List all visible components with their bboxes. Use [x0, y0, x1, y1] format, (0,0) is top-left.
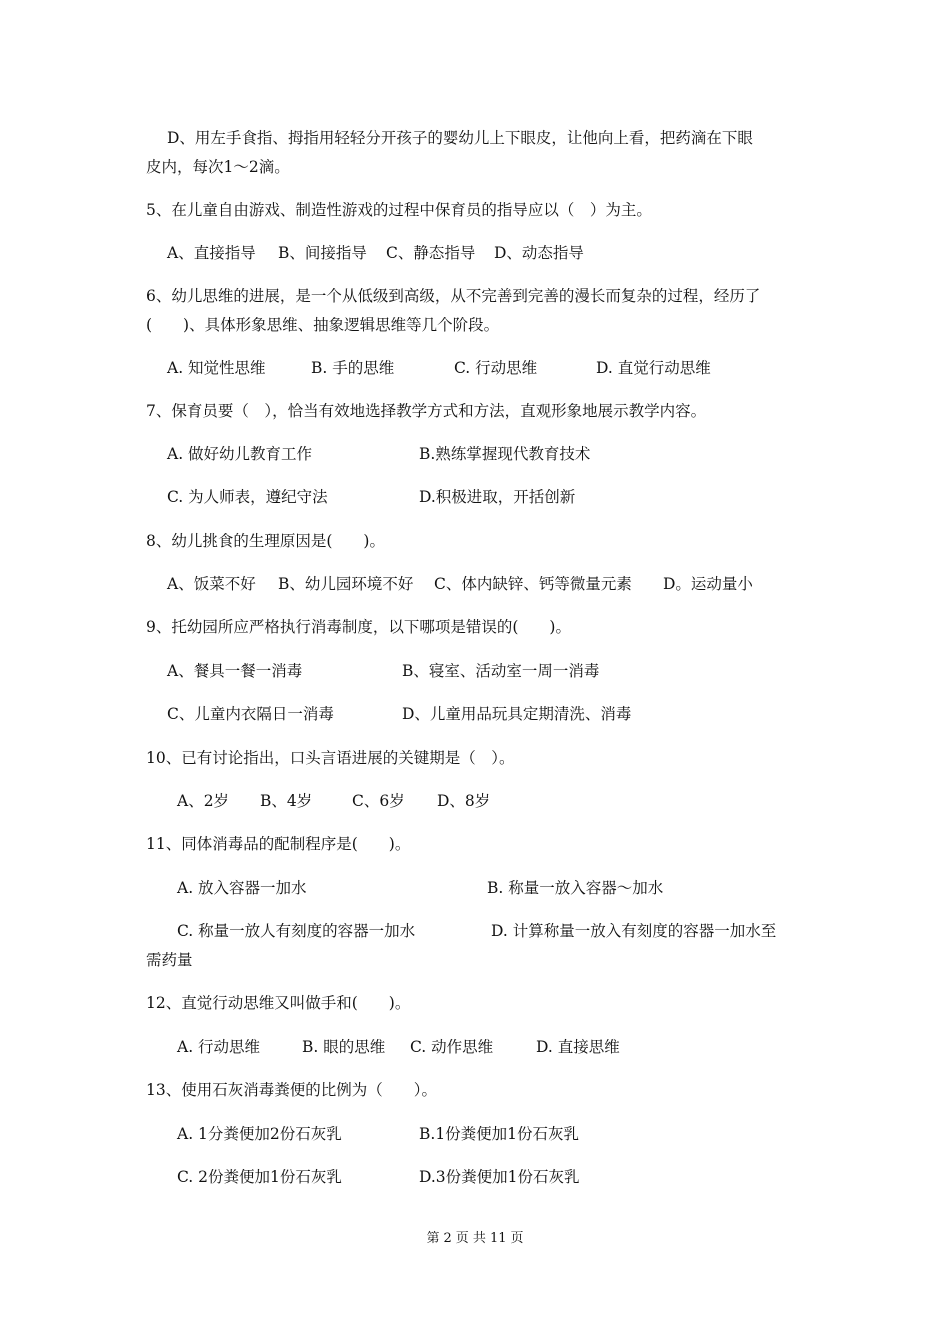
- question-12-option-c: C. 动作思维: [410, 1038, 494, 1056]
- question-10-stem: 10、已有讨论指出，口头言语进展的关键期是（ ）。: [146, 749, 515, 767]
- question-13-option-c: C. 2份粪便加1份石灰乳: [177, 1168, 342, 1186]
- question-11-option-c: C. 称量一放人有刻度的容器一加水: [177, 922, 416, 940]
- page-number-total: 11: [489, 1231, 507, 1246]
- question-12-option-b: B. 眼的思维: [302, 1038, 386, 1056]
- question-10-option-a: A、2岁: [177, 792, 230, 810]
- page-number-prefix: 第: [426, 1231, 440, 1246]
- question-13-option-a: A. 1分粪便加2份石灰乳: [177, 1125, 342, 1143]
- question-6-stem-line-1: 6、幼儿思维的进展，是一个从低级到高级，从不完善到完善的漫长而复杂的过程，经历了: [146, 287, 761, 305]
- question-7-option-a: A. 做好幼儿教育工作: [167, 445, 313, 463]
- question-10-option-b: B、4岁: [260, 792, 313, 810]
- question-12-option-a: A. 行动思维: [177, 1038, 261, 1056]
- question-9-option-a: A、餐具一餐一消毒: [167, 662, 303, 680]
- question-13-option-d: D.3份粪便加1份石灰乳: [419, 1168, 580, 1186]
- question-4-option-d-line-2: 皮内，每次1～2滴。: [146, 158, 290, 176]
- question-8-option-b: B、幼儿园环境不好: [278, 575, 414, 593]
- question-8-option-a: A、饭菜不好: [167, 575, 256, 593]
- question-5-option-c: C、静态指导: [386, 244, 476, 262]
- question-8-stem: 8、幼儿挑食的生理原因是( )。: [146, 532, 385, 550]
- question-10-option-c: C、6岁: [352, 792, 405, 810]
- question-12-option-d: D. 直接思维: [536, 1038, 620, 1056]
- question-6-option-d: D. 直觉行动思维: [596, 359, 711, 377]
- question-9-option-c: C、儿童内衣隔日一消毒: [167, 705, 334, 723]
- question-7-option-d: D.积极进取，开括创新: [419, 488, 576, 506]
- question-9-stem: 9、托幼园所应严格执行消毒制度，以下哪项是错误的( )。: [146, 618, 571, 636]
- question-12-stem: 12、直觉行动思维又叫做手和( )。: [146, 994, 411, 1012]
- question-8-option-d: D。运动量小: [663, 575, 753, 593]
- question-10-option-d: D、8岁: [437, 792, 491, 810]
- question-11-option-d: D. 计算称量一放入有刻度的容器一加水至: [491, 922, 777, 940]
- question-6-stem-line-2: ( )、具体形象思维、抽象逻辑思维等几个阶段。: [146, 316, 500, 334]
- question-7-option-b: B.熟练掌握现代教育技术: [419, 445, 591, 463]
- question-5-option-d: D、动态指导: [494, 244, 584, 262]
- question-6-option-c: C. 行动思维: [454, 359, 538, 377]
- page-number-suffix: 页: [510, 1231, 524, 1246]
- question-9-option-b: B、寝室、活动室一周一消毒: [402, 662, 600, 680]
- question-11-option-b: B. 称量一放入容器～加水: [487, 879, 664, 897]
- question-11-option-d-continuation: 需药量: [146, 951, 193, 969]
- question-13-stem: 13、使用石灰消毒粪便的比例为（ ）。: [146, 1081, 437, 1099]
- question-7-stem: 7、保育员要（ ），恰当有效地选择教学方式和方法，直观形象地展示教学内容。: [146, 402, 707, 420]
- page-number-current: 2: [443, 1231, 452, 1246]
- question-5-option-b: B、间接指导: [278, 244, 367, 262]
- page-number-middle: 页 共: [455, 1231, 486, 1246]
- question-8-option-c: C、体内缺锌、钙等微量元素: [434, 575, 632, 593]
- question-7-option-c: C. 为人师表，遵纪守法: [167, 488, 328, 506]
- question-9-option-d: D、儿童用品玩具定期清洗、消毒: [402, 705, 632, 723]
- question-4-option-d-line-1: D、用左手食指、拇指用轻轻分开孩子的婴幼儿上下眼皮，让他向上看，把药滴在下眼: [167, 129, 753, 147]
- question-11-stem: 11、同体消毒品的配制程序是( )。: [146, 835, 411, 853]
- question-6-option-b: B. 手的思维: [311, 359, 395, 377]
- question-13-option-b: B.1份粪便加1份石灰乳: [419, 1125, 580, 1143]
- question-5-stem: 5、在儿童自由游戏、制造性游戏的过程中保育员的指导应以（ ）为主。: [146, 201, 652, 219]
- question-6-option-a: A. 知觉性思维: [167, 359, 266, 377]
- question-5-option-a: A、直接指导: [167, 244, 256, 262]
- page-footer: [0, 1227, 950, 1246]
- question-11-option-a: A. 放入容器一加水: [177, 879, 307, 897]
